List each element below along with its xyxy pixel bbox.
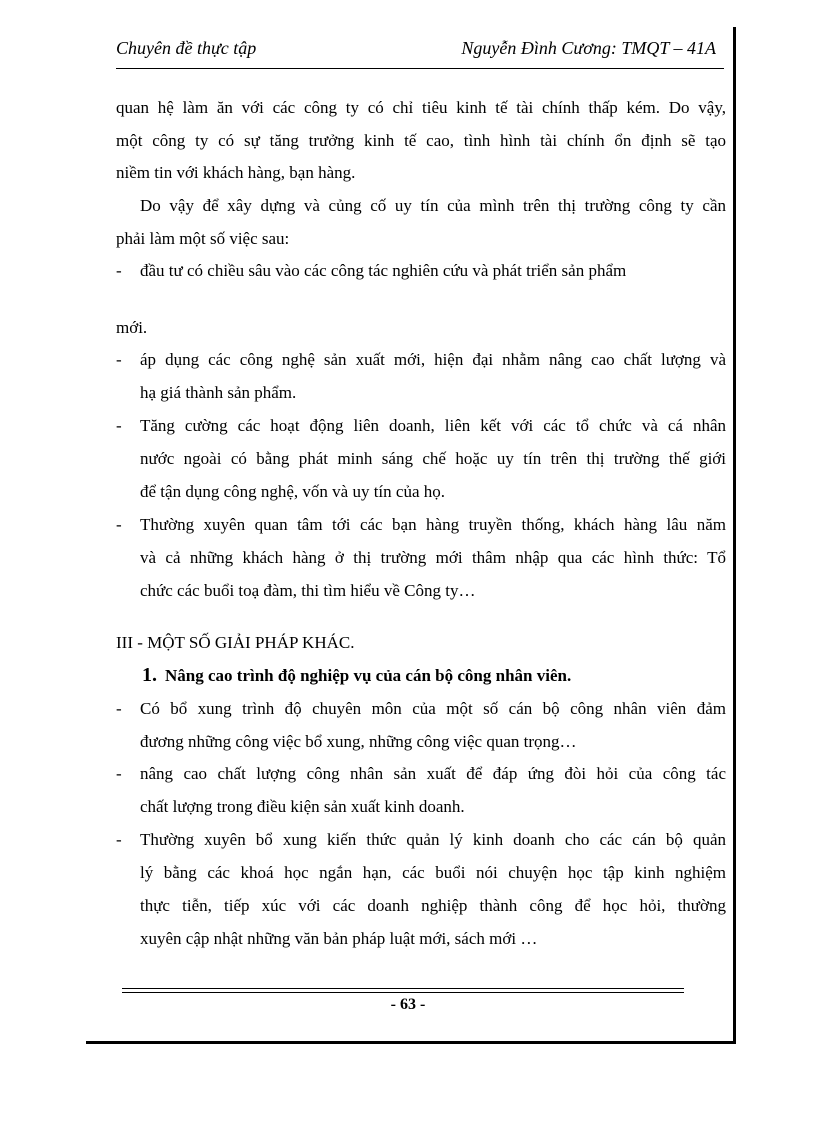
list-item-continuation: nước ngoài có bằng phát minh sáng chế hoặc uy tín trên thị trường thế giới bbox=[140, 449, 726, 468]
bullet-dash: - bbox=[116, 350, 122, 369]
subsection-number: 1. bbox=[142, 664, 157, 686]
footer-rule bbox=[122, 992, 684, 993]
paragraph-line: quan hệ làm ăn với các công ty có chỉ tiêu kinh tế tài chính thấp kém. Do vậy, bbox=[116, 98, 726, 117]
paragraph-line: phải làm một số việc sau: bbox=[116, 229, 290, 248]
list-item-text: Thường xuyên bổ xung kiến thức quản lý kinh doanh cho các cán bộ quản bbox=[140, 830, 726, 849]
bullet-dash: - bbox=[116, 515, 122, 534]
list-item-continuation: chức các buổi toạ đàm, thi tìm hiểu về Công ty… bbox=[140, 581, 476, 600]
section-heading: III - MỘT SỐ GIẢI PHÁP KHÁC. bbox=[116, 633, 355, 652]
list-item-continuation: thực tiễn, tiếp xúc với các doanh nghiệp thành công để học hỏi, thường bbox=[140, 896, 726, 915]
bullet-dash: - bbox=[116, 764, 122, 783]
header-title: Chuyên đề thực tập bbox=[116, 38, 257, 58]
bullet-dash: - bbox=[116, 699, 122, 718]
list-item-text: Thường xuyên quan tâm tới các bạn hàng truyền thống, khách hàng lâu năm bbox=[140, 515, 726, 534]
list-item-continuation: chất lượng trong điều kiện sản xuất kinh doanh. bbox=[140, 797, 465, 816]
footer-rule bbox=[122, 988, 684, 989]
list-item-continuation: đương những công việc bổ xung, những công việc quan trọng… bbox=[140, 732, 577, 751]
header-author: Nguyễn Đình Cương: TMQT – 41A bbox=[461, 38, 716, 58]
paragraph-line: một công ty có sự tăng trưởng kinh tế cao, tình hình tài chính ổn định sẽ tạo bbox=[116, 131, 726, 150]
paragraph-line: Do vậy để xây dựng và củng cố uy tín của mình trên thị trường công ty cần bbox=[140, 196, 726, 215]
bullet-dash: - bbox=[116, 416, 122, 435]
paragraph-line: niềm tin với khách hàng, bạn hàng. bbox=[116, 163, 356, 182]
header-rule bbox=[116, 68, 724, 69]
subsection-title: Nâng cao trình độ nghiệp vụ của cán bộ công nhân viên. bbox=[165, 666, 572, 685]
list-item-text: Có bổ xung trình độ chuyên môn của một số cán bộ công nhân viên đảm bbox=[140, 699, 726, 718]
list-item-text: đầu tư có chiều sâu vào các công tác nghiên cứu và phát triển sản phẩm bbox=[140, 261, 627, 280]
list-item-text: áp dụng các công nghệ sản xuất mới, hiện đại nhằm nâng cao chất lượng và bbox=[140, 350, 726, 369]
list-item-continuation: hạ giá thành sản phẩm. bbox=[140, 383, 297, 402]
list-item-continuation: và cả những khách hàng ở thị trường mới thâm nhập qua các hình thức: Tổ bbox=[140, 548, 726, 567]
page-header bbox=[116, 36, 726, 66]
list-item-text: Tăng cường các hoạt động liên doanh, liên kết với các tổ chức và cá nhân bbox=[140, 416, 726, 435]
bullet-dash: - bbox=[116, 261, 122, 280]
list-item-continuation: xuyên cập nhật những văn bản pháp luật mới, sách mới … bbox=[140, 929, 538, 948]
bullet-dash: - bbox=[116, 830, 122, 849]
list-item-continuation: lý bằng các khoá học ngắn hạn, các buổi nói chuyện học tập kinh nghiệm bbox=[140, 863, 726, 882]
subsection-heading bbox=[142, 664, 571, 687]
list-item-continuation: để tận dụng công nghệ, vốn và uy tín của họ. bbox=[140, 482, 445, 501]
list-item-text: nâng cao chất lượng công nhân sản xuất để đáp ứng đòi hỏi của công tác bbox=[140, 764, 726, 783]
page-number: - 63 - bbox=[390, 996, 426, 1013]
list-item-continuation: mới. bbox=[116, 318, 148, 337]
